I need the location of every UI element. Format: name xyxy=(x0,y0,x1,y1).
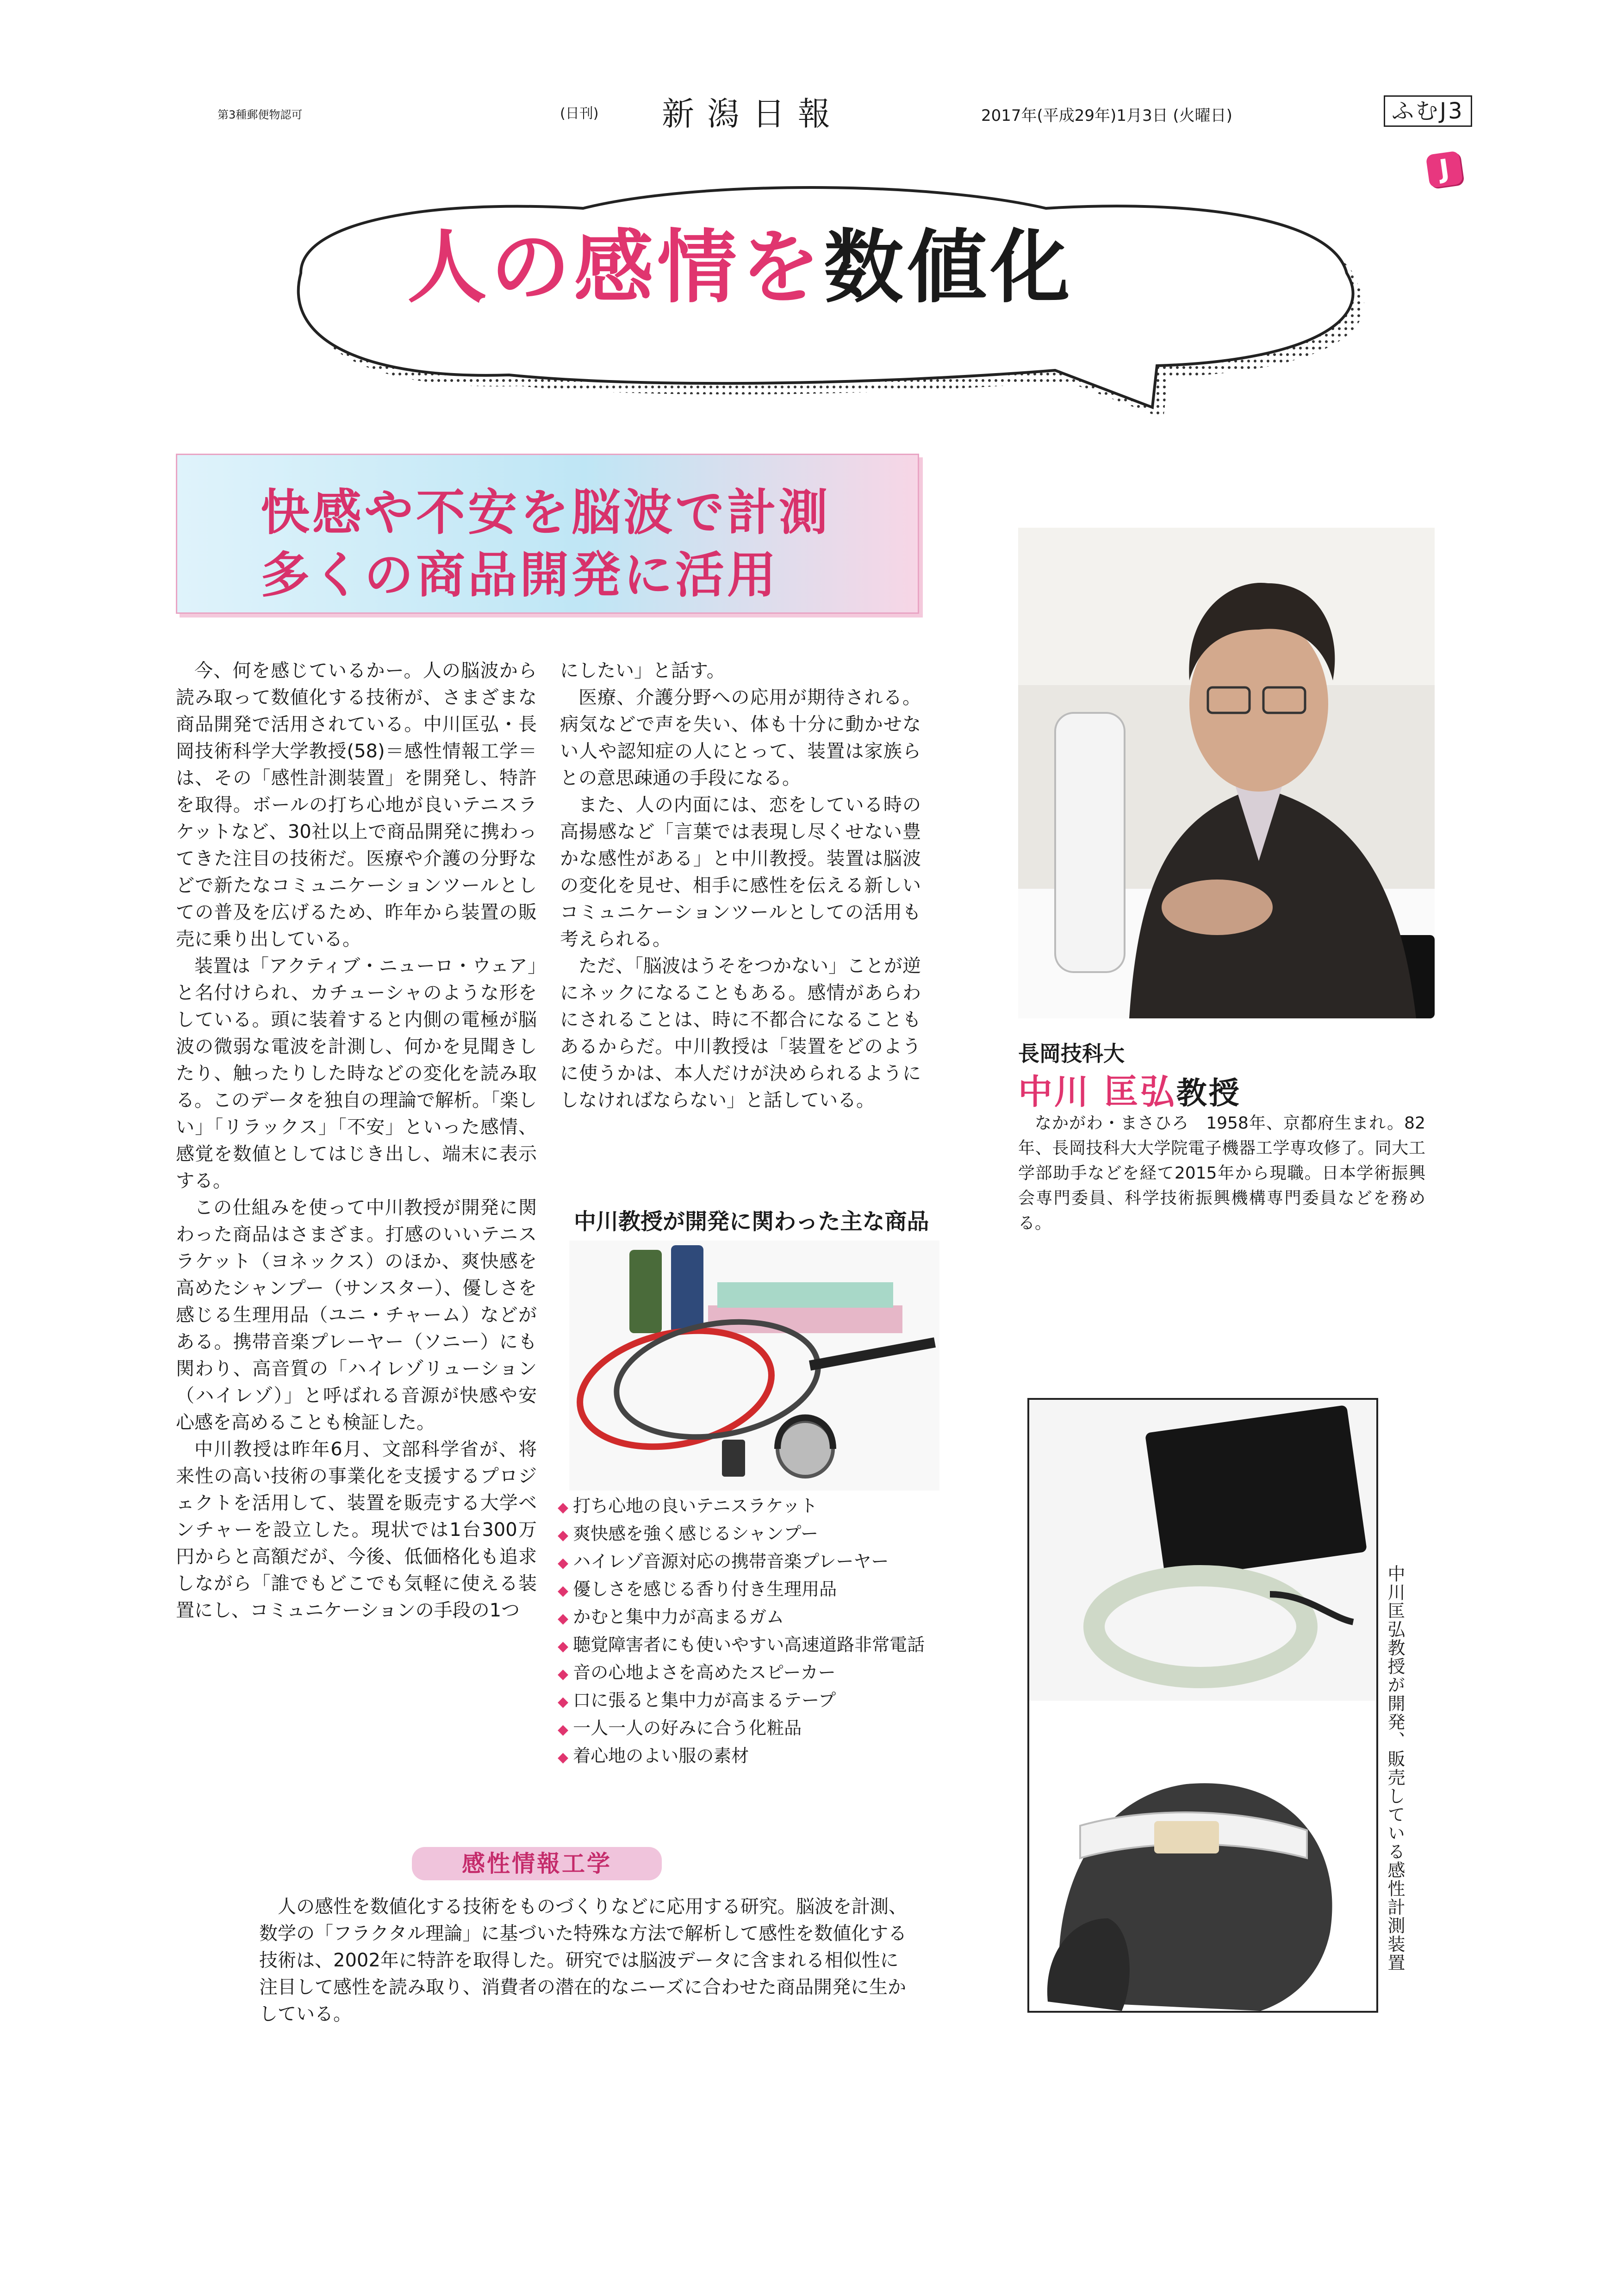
postal-notice: 第3種郵便物認可 xyxy=(218,108,303,121)
article-paragraph: 装置は「アクティブ・ニューロ・ウェア」と名付けられ、カチューシャのような形をしている。頭に装着すると内側の電極が脳波の微弱な電波を計測し、何かを見聞きしたり、触ったりした時などの変化を読み取る。このデータを独自の理論で解析。「楽しい」「リラックス」「不安」といった感情、感覚を数値としてはじき出し、端末に表示する。 xyxy=(176,955,537,1192)
device-photo xyxy=(1027,1398,1378,2013)
page-title xyxy=(407,204,1074,318)
diamond-icon: ◆ xyxy=(558,1722,569,1738)
article-paragraph: 医療、介護分野への応用が期待される。病気などで声を失い、体も十分に動かせない人や認知症の人にとって、装置は家族らとの意思疎通の手段になる。 xyxy=(560,687,921,789)
list-item: ◆ 打ち心地の良いテニスラケット xyxy=(558,1496,818,1516)
glossary-label: 感性情報工学 xyxy=(412,1847,662,1880)
products-photo xyxy=(569,1241,939,1491)
list-item: ◆ 着心地のよい服の素材 xyxy=(558,1746,749,1766)
nikkan-label: (日刊) xyxy=(560,106,599,122)
title-black-part: 数値化 xyxy=(824,221,1074,314)
list-item: ◆ 音の心地よさを高めたスピーカー xyxy=(558,1662,836,1683)
glossary-box xyxy=(259,1893,907,2028)
article-paragraph: また、人の内面には、恋をしている時の高揚感など「言葉では表現し尽くせない豊かな感性がある」と中川教授。装置は脳波の変化を見せ、相手に感性を伝える新しいコミュニケーションツールとしての活用も考えられる。 xyxy=(560,794,921,950)
diamond-icon: ◆ xyxy=(558,1749,569,1766)
device-photo-illustration xyxy=(1029,1400,1376,2011)
professor-name: 中川 匡弘 xyxy=(1018,1072,1176,1112)
article-paragraph: 今、何を感じているかー。人の脳波から読み取って数値化する技術が、さまざまな商品開発で活用されている。中川匡弘・長岡技術科学大学教授(58)＝感性情報工学＝は、その「感性計測装置」を開発し、特許を取得。ボールの打ち心地が良いテニスラケットなど、30社以上で商品開発に携わってきた注目の技術だ。医療や介護の分野などで新たなコミュニケーションツールとしての普及を広げるため、昨年から装置の販売に乗り出している。 xyxy=(176,660,537,950)
subheadline-line-1: 快感や不安を脳波で計測 xyxy=(261,484,831,541)
diamond-icon: ◆ xyxy=(558,1527,569,1543)
professor-title: 教授 xyxy=(1176,1075,1241,1111)
list-item: ◆ ハイレゾ音源対応の携帯音楽プレーヤー xyxy=(558,1551,889,1572)
diamond-icon: ◆ xyxy=(558,1638,569,1654)
professor-affiliation: 長岡技科大 xyxy=(1018,1041,1125,1066)
diamond-icon: ◆ xyxy=(558,1555,569,1571)
article-paragraph: この仕組みを使って中川教授が開発に関わった商品はさまざま。打感のいいテニスラケット（ヨネックス）のほか、爽快感を高めたシャンプー（サンスター）、優しさを感じる生理用品（ユニ・チャーム）などがある。携帯音楽プレーヤー（ソニー）にも関わり、高音質の「ハイレゾリューション（ハイレゾ）」と呼ばれる音源が快感や安心感を高めることも検証した。 xyxy=(176,1197,537,1433)
subheadline-line-2: 多くの商品開発に活用 xyxy=(261,547,779,604)
list-item: ◆ 口に張ると集中力が高まるテープ xyxy=(558,1690,836,1710)
article-paragraph: 中川教授は昨年6月、文部科学省が、将来性の高い技術の事業化を支援するプロジェクトを活用して、装置を販売する大学ベンチャーを設立した。現状では1台300万円からと高額だが、今後、低価格化も追求しながら「誰でもどこでも気軽に使える装置にし、コミュニケーションの手段の1つ xyxy=(176,1439,537,1621)
list-item: ◆ 一人一人の好みに合う化粧品 xyxy=(558,1718,802,1738)
products-list xyxy=(558,1493,925,1771)
professor-photo-illustration xyxy=(1018,528,1435,1018)
issue-date: 2017年(平成29年)1月3日 (火曜日) xyxy=(981,106,1232,125)
article-column-1 xyxy=(176,657,537,1624)
diamond-icon: ◆ xyxy=(558,1694,569,1710)
article-paragraph: にしたい」と話す。 xyxy=(560,660,725,681)
article-column-2 xyxy=(560,657,921,1114)
paper-name: 新潟日報 xyxy=(662,95,843,133)
device-caption: 中川匡弘教授が開発、販売している感性計測装置 xyxy=(1385,1565,1405,1972)
professor-bio xyxy=(1018,1111,1425,1236)
article-paragraph: ただ、「脳波はうそをつかない」ことが逆にネックになることもある。感情があらわにされることは、時に不都合になることもあるからだ。中川教授は「装置をどのように使うかは、本人だけが決められるようにしなければならない」と話している。 xyxy=(560,955,921,1111)
section-badge: J xyxy=(1425,150,1463,188)
list-item: ◆ かむと集中力が高まるガム xyxy=(558,1607,784,1627)
diamond-icon: ◆ xyxy=(558,1666,569,1682)
list-item: ◆ 爽快感を強く感じるシャンプー xyxy=(558,1523,819,1544)
section-label: ふむJ3 xyxy=(1384,95,1472,127)
title-pink-part: 人の感情を xyxy=(407,221,824,314)
subheadline-box xyxy=(176,454,919,614)
products-title: 中川教授が開発に関わった主な商品 xyxy=(574,1209,929,1235)
diamond-icon: ◆ xyxy=(558,1583,569,1599)
list-item: ◆ 優しさを感じる香り付き生理用品 xyxy=(558,1579,837,1599)
products-photo-illustration xyxy=(569,1241,939,1491)
glossary-text: 人の感性を数値化する技術をものづくりなどに応用する研究。脳波を計測、数学の「フラクタル理論」に基づいた特殊な方法で解析して感性を数値化する技術は、2002年に特許を取得した。研究では脳波データに含まれる相似性に注目して感性を読み取り、消費者の潜在的なニーズに合わせた商品開発に生かしている。 xyxy=(259,1896,907,2025)
list-item: ◆ 聴覚障害者にも使いやすい高速道路非常電話 xyxy=(558,1635,925,1655)
professor-name-line xyxy=(1018,1065,1241,1114)
professor-photo xyxy=(1018,528,1435,1018)
diamond-icon: ◆ xyxy=(558,1610,569,1627)
diamond-icon: ◆ xyxy=(558,1499,569,1516)
professor-bio-text: なかがわ・まさひろ 1958年、京都府生まれ。82年、長岡技科大大学院電子機器工学専攻修了。同大工学部助手などを経て2015年から現職。日本学術振興会専門委員、科学技術振興機構専門委員などを務める。 xyxy=(1018,1114,1425,1233)
